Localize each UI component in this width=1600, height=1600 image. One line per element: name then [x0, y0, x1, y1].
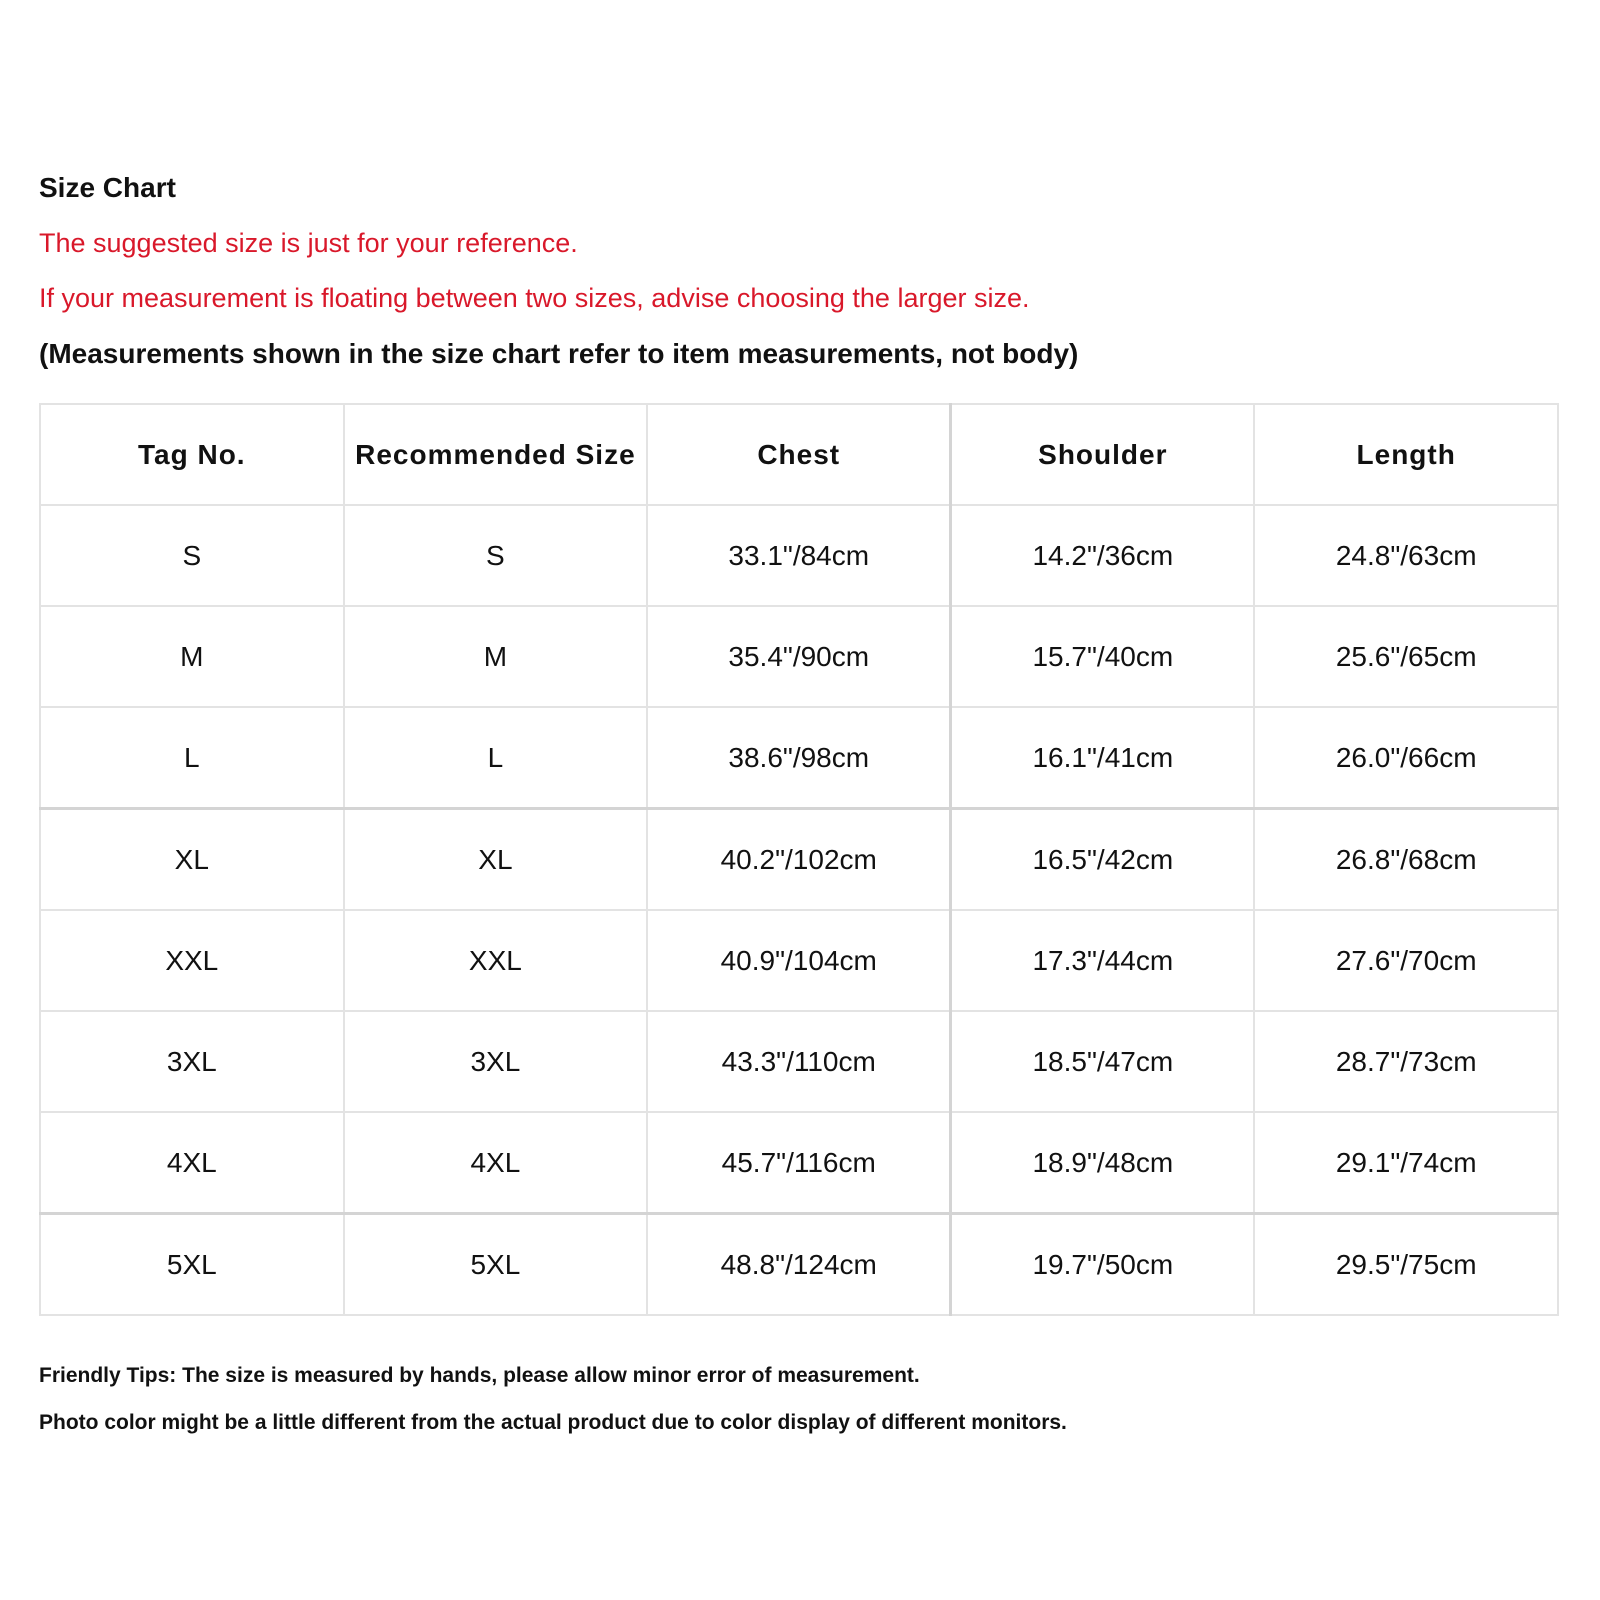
cell-chest: 38.6"/98cm — [647, 707, 951, 809]
cell-chest: 40.2"/102cm — [647, 809, 951, 911]
cell-recommended-size: XXL — [344, 910, 648, 1011]
table-row — [40, 809, 1558, 911]
cell-recommended-size: S — [344, 505, 648, 606]
cell-shoulder: 18.9"/48cm — [951, 1112, 1255, 1214]
cell-shoulder: 18.5"/47cm — [951, 1011, 1255, 1112]
cell-length: 24.8"/63cm — [1254, 505, 1558, 606]
cell-tag-no: 4XL — [40, 1112, 344, 1214]
cell-shoulder: 14.2"/36cm — [951, 505, 1255, 606]
table-header-row — [40, 404, 1558, 505]
cell-shoulder: 16.5"/42cm — [951, 809, 1255, 911]
cell-chest: 48.8"/124cm — [647, 1214, 951, 1316]
size-chart-table — [39, 403, 1559, 1316]
cell-length: 25.6"/65cm — [1254, 606, 1558, 707]
cell-length: 29.1"/74cm — [1254, 1112, 1558, 1214]
cell-tag-no: 3XL — [40, 1011, 344, 1112]
table-row — [40, 707, 1558, 809]
column-header-tag-no: Tag No. — [40, 404, 344, 505]
photo-color-note: Photo color might be a little different from the actual product due to color display of different monitors. — [39, 1411, 1067, 1434]
cell-chest: 40.9"/104cm — [647, 910, 951, 1011]
cell-tag-no: XXL — [40, 910, 344, 1011]
table-row — [40, 1011, 1558, 1112]
cell-chest: 45.7"/116cm — [647, 1112, 951, 1214]
cell-tag-no: M — [40, 606, 344, 707]
cell-length: 26.0"/66cm — [1254, 707, 1558, 809]
cell-tag-no: XL — [40, 809, 344, 911]
cell-shoulder: 15.7"/40cm — [951, 606, 1255, 707]
cell-shoulder: 19.7"/50cm — [951, 1214, 1255, 1316]
table-row — [40, 910, 1558, 1011]
cell-recommended-size: 3XL — [344, 1011, 648, 1112]
cell-tag-no: 5XL — [40, 1214, 344, 1316]
column-header-length: Length — [1254, 404, 1558, 505]
column-header-chest: Chest — [647, 404, 951, 505]
friendly-tip: Friendly Tips: The size is measured by hands, please allow minor error of measurement. — [39, 1364, 920, 1387]
cell-length: 29.5"/75cm — [1254, 1214, 1558, 1316]
cell-chest: 33.1"/84cm — [647, 505, 951, 606]
cell-tag-no: L — [40, 707, 344, 809]
cell-recommended-size: 4XL — [344, 1112, 648, 1214]
cell-length: 27.6"/70cm — [1254, 910, 1558, 1011]
measurement-note: (Measurements shown in the size chart refer to item measurements, not body) — [39, 338, 1079, 369]
table-row — [40, 1112, 1558, 1214]
column-header-recommended-size: Recommended Size — [344, 404, 648, 505]
cell-recommended-size: L — [344, 707, 648, 809]
cell-tag-no: S — [40, 505, 344, 606]
cell-chest: 43.3"/110cm — [647, 1011, 951, 1112]
table-row — [40, 606, 1558, 707]
column-header-shoulder: Shoulder — [951, 404, 1255, 505]
cell-shoulder: 17.3"/44cm — [951, 910, 1255, 1011]
sizing-advice-note: If your measurement is floating between two sizes, advise choosing the larger size. — [39, 283, 1030, 313]
cell-length: 28.7"/73cm — [1254, 1011, 1558, 1112]
cell-shoulder: 16.1"/41cm — [951, 707, 1255, 809]
cell-recommended-size: M — [344, 606, 648, 707]
table-row — [40, 505, 1558, 606]
page-title: Size Chart — [39, 172, 176, 203]
cell-length: 26.8"/68cm — [1254, 809, 1558, 911]
cell-recommended-size: XL — [344, 809, 648, 911]
cell-chest: 35.4"/90cm — [647, 606, 951, 707]
table-row — [40, 1214, 1558, 1316]
cell-recommended-size: 5XL — [344, 1214, 648, 1316]
reference-note: The suggested size is just for your reference. — [39, 228, 578, 258]
